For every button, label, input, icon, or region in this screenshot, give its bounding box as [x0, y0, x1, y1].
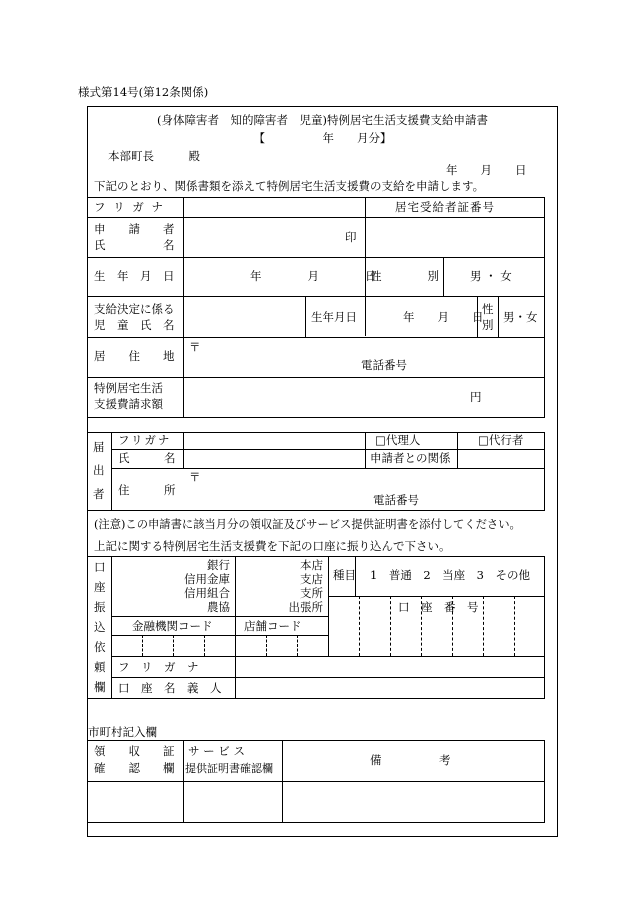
branch-code-label: 店舗コード [244, 619, 302, 633]
agent-checkbox[interactable]: □代理人 [375, 433, 421, 447]
birth-date-label: 生 年 月 日 [94, 269, 175, 283]
addressee: 本部町長 殿 [108, 149, 200, 163]
proxy-checkbox[interactable]: □代行者 [478, 433, 524, 447]
application-date: 年 月 日 [446, 163, 527, 177]
service-label-2: 提供証明書確認欄 [185, 762, 273, 775]
submitter-address-label: 住 所 [118, 483, 176, 497]
child-sex-label-1: 性 [482, 302, 494, 316]
bank-side-label-3: 込 [94, 620, 106, 634]
phone-label: 電話番号 [361, 358, 407, 372]
bank-type-2: 信用組合 [184, 586, 230, 600]
sex-label: 性 別 [370, 269, 439, 283]
receipt-label-1: 領 収 証 [94, 744, 175, 758]
bank-side-label-4: 依 [94, 640, 106, 654]
applicant-name-label-2: 氏 名 [94, 238, 175, 252]
child-birth-label: 生年月日 [311, 310, 357, 324]
submitter-postal-mark: 〒 [189, 470, 201, 484]
claim-label-2: 支援費請求額 [94, 397, 163, 411]
bank-side-label-0: 口 [94, 560, 106, 574]
submitter-label-2: 出 [93, 463, 105, 477]
receipt-label-2: 確 認 欄 [94, 761, 175, 775]
submitter-label-3: 者 [93, 487, 105, 501]
transfer-intro: 上記に関する特例居宅生活支援費を下記の口座に振り込んで下さい。 [94, 539, 451, 553]
submitter-phone-label: 電話番号 [373, 493, 419, 507]
account-number-label: 口 座 番 号 [398, 600, 479, 614]
account-holder-label: 口 座 名 義 人 [118, 681, 222, 695]
holder-furigana-label: フ リ ガ ナ [118, 660, 199, 674]
child-name-label-2: 児 童 氏 名 [94, 318, 175, 332]
child-name-label-1: 支給決定に係る [94, 302, 175, 316]
bank-side-label-5: 頼 [94, 660, 106, 674]
child-sex-value: 男・女 [503, 310, 538, 324]
yen-mark: 円 [470, 390, 482, 404]
period-line: 【 年 月分】 [253, 131, 392, 145]
branch-type-1: 支店 [300, 572, 323, 586]
service-label-1: サ ー ビ ス [188, 744, 245, 758]
bank-side-label-2: 振 [94, 600, 106, 614]
address-label: 居 住 地 [94, 349, 175, 363]
sex-value: 男 ・ 女 [470, 269, 512, 283]
bank-type-1: 信用金庫 [184, 572, 230, 586]
applicant-name-label-1: 申 請 者 [94, 222, 175, 236]
municipality-heading: 市町村記入欄 [88, 725, 157, 739]
form-title: (身体障害者 知的障害者 児童)特例居宅生活支援費支給申請書 [157, 113, 488, 127]
branch-type-2: 支所 [300, 586, 323, 600]
form-frame [87, 106, 558, 837]
branch-type-0: 本店 [300, 558, 323, 572]
submitter-label-1: 届 [93, 440, 105, 454]
cert-number-label: 居宅受給者証番号 [395, 200, 495, 214]
intro-text: 下記のとおり、関係書類を添えて特例居宅生活支援費の支給を申請します。 [94, 179, 485, 193]
child-sex-label-2: 別 [482, 318, 494, 332]
child-birth-value: 年 月 日 [403, 310, 484, 324]
institution-code-label: 金融機関コード [132, 619, 213, 633]
bank-side-label-6: 欄 [94, 680, 106, 694]
bank-type-0: 銀行 [207, 558, 230, 572]
seal-mark: 印 [345, 230, 357, 244]
submitter-name-label: 氏 名 [118, 451, 176, 465]
claim-label-1: 特例居宅生活 [94, 381, 163, 395]
applicant-furigana-label: フ リ ガ ナ [94, 200, 165, 214]
postal-mark: 〒 [189, 340, 201, 354]
attachment-note: (注意)この申請書に該当月分の領収証及びサービス提供証明書を添付してください。 [94, 518, 521, 531]
branch-type-3: 出張所 [288, 600, 323, 614]
bank-side-label-1: 座 [94, 580, 106, 594]
birth-date-value: 年 月 日 [250, 269, 377, 283]
remarks-label: 備 考 [370, 753, 451, 767]
account-kind-options: 1 普通 2 当座 3 その他 [370, 568, 530, 582]
relation-label: 申請者との関係 [370, 451, 451, 465]
form-number: 様式第14号(第12条関係) [78, 85, 209, 99]
bank-type-3: 農協 [207, 600, 230, 614]
submitter-furigana-label: フリガナ [118, 433, 172, 447]
account-kind-label: 種目 [333, 568, 356, 582]
